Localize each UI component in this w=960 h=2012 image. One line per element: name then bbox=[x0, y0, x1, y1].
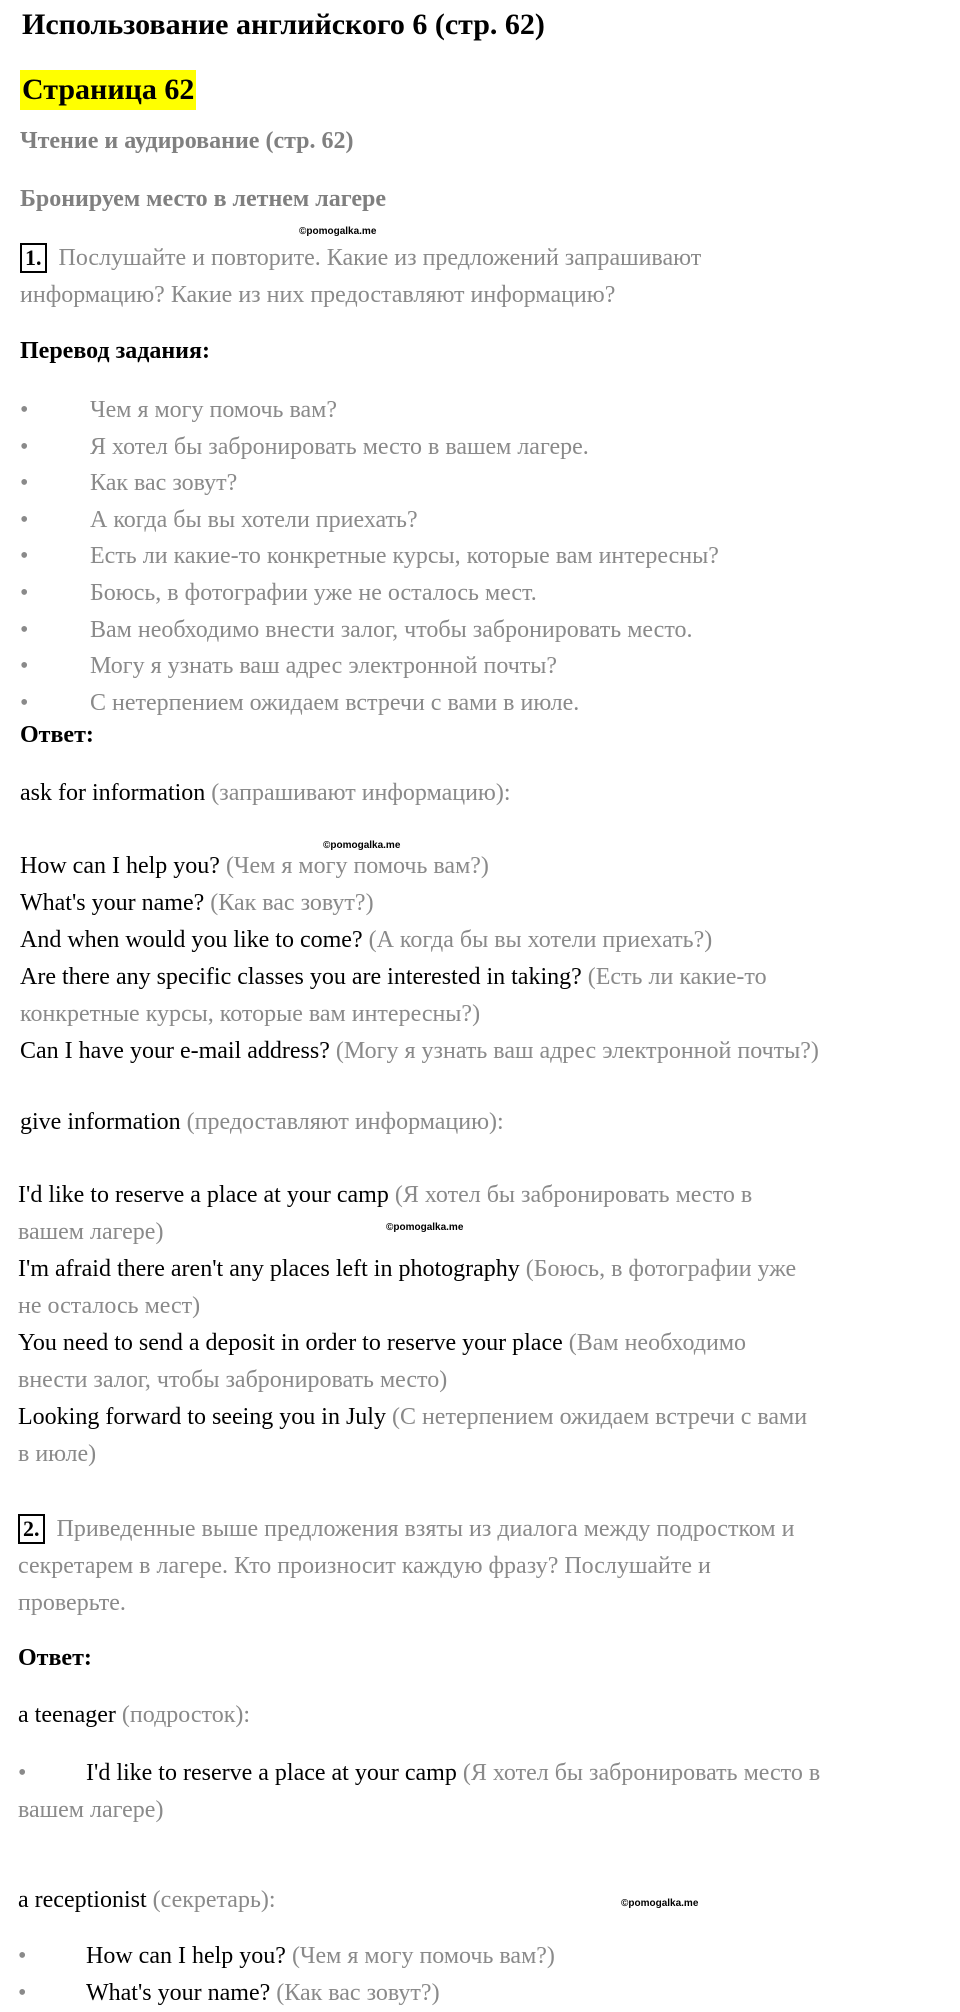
bullet-glyph: • bbox=[20, 653, 29, 680]
teenager-item: • I'd like to reserve a place at your camp (Я хотел бы забронировать место в вашем лагере) bbox=[18, 1755, 820, 1829]
list-item: And when would you like to come? (А когда бы вы хотели приехать?) bbox=[20, 927, 713, 953]
bullet-glyph: • bbox=[18, 1760, 27, 1786]
list-item: • What's your name? (Как вас зовут?) bbox=[18, 1975, 555, 2012]
answer-heading-2: Ответ: bbox=[18, 1645, 92, 1671]
answer-heading: Ответ: bbox=[20, 722, 94, 748]
translation-list bbox=[20, 392, 719, 721]
ask-information-list bbox=[20, 848, 819, 1070]
list-item: Can I have your e-mail address? (Могу я узнать ваш адрес электронной почты?) bbox=[20, 1038, 819, 1064]
watermark: ©pomogalka.me bbox=[299, 226, 377, 237]
page-title: Использование английского 6 (стр. 62) bbox=[22, 8, 545, 41]
bullet-glyph: • bbox=[20, 470, 29, 497]
task-number: 2. bbox=[18, 1514, 45, 1544]
bullet-glyph: • bbox=[20, 433, 29, 460]
section-heading: Чтение и аудирование (стр. 62) bbox=[20, 128, 354, 154]
list-item: • Есть ли какие-то конкретные курсы, которые вам интересны? bbox=[20, 538, 719, 575]
bullet-glyph: • bbox=[20, 397, 29, 423]
bullet-glyph: • bbox=[18, 1980, 27, 2006]
task-1-text-line2: информацию? Какие из них предоставляют информацию? bbox=[20, 282, 616, 308]
list-item: • Могу я узнать ваш адрес электронной почты? bbox=[20, 648, 719, 685]
bullet-glyph: • bbox=[18, 1943, 27, 1969]
translation-heading: Перевод задания: bbox=[20, 338, 210, 364]
list-item: • Я хотел бы забронировать место в вашем лагере. bbox=[20, 429, 719, 466]
list-item: How can I help you? (Чем я могу помочь вам?) bbox=[20, 853, 489, 879]
teenager-label: a teenager (подросток): bbox=[18, 1702, 251, 1728]
page-number-highlight: Страница 62 bbox=[20, 70, 196, 110]
list-item: • Чем я могу помочь вам? bbox=[20, 392, 719, 429]
watermark: ©pomogalka.me bbox=[621, 1898, 699, 1909]
list-item: • How can I help you? (Чем я могу помочь вам?) bbox=[18, 1938, 555, 1975]
receptionist-label: a receptionist (секретарь): bbox=[18, 1887, 276, 1913]
bullet-glyph: • bbox=[20, 506, 29, 533]
topic-heading: Бронируем место в летнем лагере bbox=[20, 186, 386, 212]
list-item: • А когда бы вы хотели приехать? bbox=[20, 502, 719, 539]
list-item: • Как вас зовут? bbox=[20, 465, 719, 502]
list-item: What's your name? (Как вас зовут?) bbox=[20, 890, 374, 916]
bullet-glyph: • bbox=[20, 689, 29, 716]
watermark: ©pomogalka.me bbox=[323, 840, 401, 851]
give-information-label: give information (предоставляют информацию): bbox=[20, 1109, 504, 1135]
receptionist-list bbox=[18, 1938, 555, 2012]
list-item: • Боюсь, в фотографии уже не осталось мест. bbox=[20, 575, 719, 612]
list-item: • Вам необходимо внести залог, чтобы забронировать место. bbox=[20, 612, 719, 649]
watermark: ©pomogalka.me bbox=[386, 1222, 464, 1233]
bullet-glyph: • bbox=[20, 579, 29, 606]
ask-information-label: ask for information (запрашивают информацию): bbox=[20, 780, 511, 806]
list-item: Looking forward to seeing you in July (С нетерпением ожидаем встречи с вами в июле) bbox=[18, 1404, 808, 1467]
task-1-instructions bbox=[20, 240, 920, 314]
bullet-glyph: • bbox=[20, 616, 29, 643]
list-item: I'd like to reserve a place at your camp (Я хотел бы забронировать место в вашем лагере) bbox=[18, 1182, 753, 1245]
list-item: You need to send a deposit in order to reserve your place (Вам необходимо внести залог, чтобы забронировать место) bbox=[18, 1330, 747, 1393]
list-item: • С нетерпением ожидаем встречи с вами в июле. bbox=[20, 685, 719, 722]
list-item: I'm afraid there aren't any places left in photography (Боюсь, в фотографии уже не осталось мест) bbox=[18, 1256, 797, 1319]
list-item: Are there any specific classes you are interested in taking? (Есть ли какие-то конкретные курсы, которые вам интересны?) bbox=[20, 964, 767, 1027]
task-1-text-line1: Послушайте и повторите. Какие из предложений запрашивают bbox=[58, 245, 702, 271]
task-number: 1. bbox=[20, 243, 47, 273]
bullet-glyph: • bbox=[20, 543, 29, 570]
task-2-instructions: 2. Приведенные выше предложения взяты из диалога между подростком и секретарем в лагере. Кто произносит каждую фразу? Послушайте и проверьте. bbox=[18, 1516, 795, 1616]
